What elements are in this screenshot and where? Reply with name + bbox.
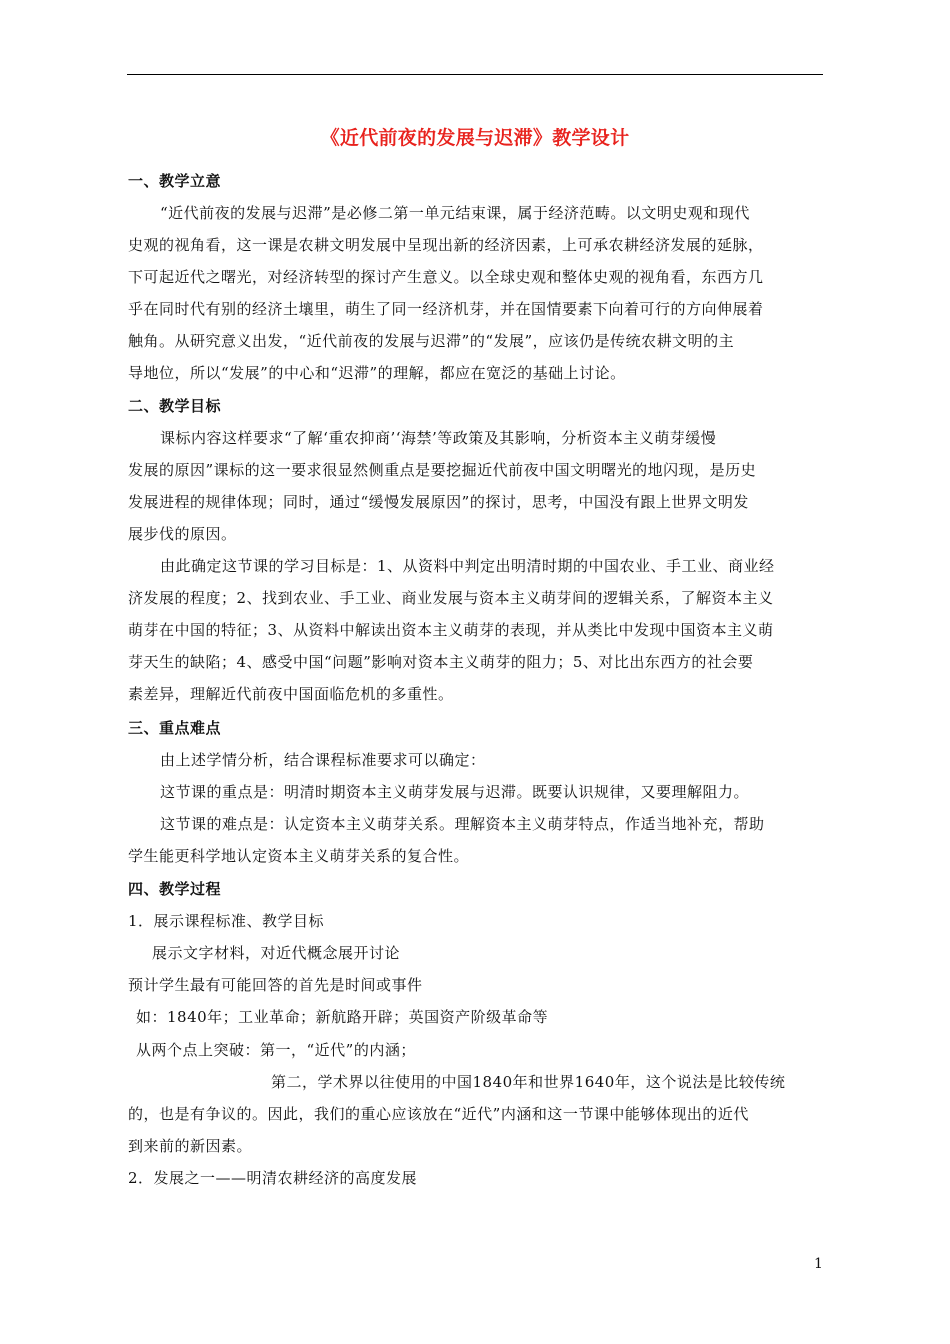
paragraph-line: 的，也是有争议的。因此，我们的重心应该放在“近代”内涵和这一节课中能够体现出的近代 [128,1105,749,1123]
list-item: 1．展示课程标准、教学目标 [128,912,325,930]
section-heading-3: 三、重点难点 [128,719,222,737]
paragraph-line: 预计学生最有可能回答的首先是时间或事件 [128,976,423,994]
paragraph-line: 触角。从研究意义出发，“近代前夜的发展与迟滞”的“发展”，应该仍是传统农耕文明的主 [128,332,735,350]
paragraph-line: 萌芽在中国的特征；3、从资料中解读出资本主义萌芽的表现，并从类比中发现中国资本主义萌 [128,621,774,639]
paragraph-line: 下可起近代之曙光，对经济转型的探讨产生意义。以全球史观和整体史观的视角看，东西方几 [128,268,764,286]
document-title: 《近代前夜的发展与迟滞》教学设计 [320,127,630,149]
paragraph-line: 展步伐的原因。 [128,525,237,543]
paragraph-line: 这节课的难点是：认定资本主义萌芽关系。理解资本主义萌芽特点，作适当地补充，帮助 [160,815,765,833]
paragraph-line: 由上述学情分析，结合课程标准要求可以确定： [160,751,486,769]
paragraph-line: 到来前的新因素。 [128,1137,253,1155]
paragraph-line: 如：1840年；工业革命；新航路开辟；英国资产阶级革命等 [136,1008,549,1026]
header-rule [127,74,823,75]
paragraph-line: “近代前夜的发展与迟滞”是必修二第一单元结束课，属于经济范畴。以文明史观和现代 [160,204,750,222]
paragraph-line: 由此确定这节课的学习目标是：1、从资料中判定出明清时期的中国农业、手工业、商业经 [160,557,775,575]
paragraph-line: 展示文字材料，对近代概念展开讨论 [152,944,401,962]
paragraph-line: 这节课的重点是：明清时期资本主义萌芽发展与迟滞。既要认识规律，又要理解阻力。 [160,783,750,801]
paragraph-line: 史观的视角看，这一课是农耕文明发展中呈现出新的经济因素，上可承农耕经济发展的延脉， [128,236,764,254]
paragraph-line: 芽天生的缺陷；4、感受中国“问题”影响对资本主义萌芽的阻力；5、对比出东西方的社会要 [128,653,754,671]
paragraph-line: 发展的原因”课标的这一要求很显然侧重点是要挖掘近代前夜中国文明曙光的地闪现，是历史 [128,461,757,479]
section-heading-2: 二、教学目标 [128,397,222,415]
paragraph-line: 第二，学术界以往使用的中国1840年和世界1640年，这个说法是比较传统 [271,1073,786,1091]
section-heading-1: 一、教学立意 [128,172,222,190]
paragraph-line: 素差异，理解近代前夜中国面临危机的多重性。 [128,685,454,703]
paragraph-line: 济发展的程度；2、找到农业、手工业、商业发展与资本主义萌芽间的逻辑关系，了解资本主义 [128,589,774,607]
list-item: 2．发展之一——明清农耕经济的高度发展 [128,1169,418,1187]
paragraph-line: 课标内容这样要求“了解‘重农抑商’‘海禁’等政策及其影响，分析资本主义萌芽缓慢 [160,429,717,447]
paragraph-line: 从两个点上突破：第一，“近代”的内涵； [136,1041,416,1059]
paragraph-line: 学生能更科学地认定资本主义萌芽关系的复合性。 [128,847,470,865]
paragraph-line: 发展进程的规律体现；同时，通过“缓慢发展原因”的探讨，思考，中国没有跟上世界文明发 [128,493,749,511]
section-heading-4: 四、教学过程 [128,880,222,898]
paragraph-line: 导地位，所以“发展”的中心和“迟滞”的理解，都应在宽泛的基础上讨论。 [128,364,626,382]
page-number: 1 [814,1256,823,1272]
paragraph-line: 乎在同时代有别的经济土壤里，萌生了同一经济机芽，并在国情要素下向着可行的方向伸展着 [128,300,764,318]
